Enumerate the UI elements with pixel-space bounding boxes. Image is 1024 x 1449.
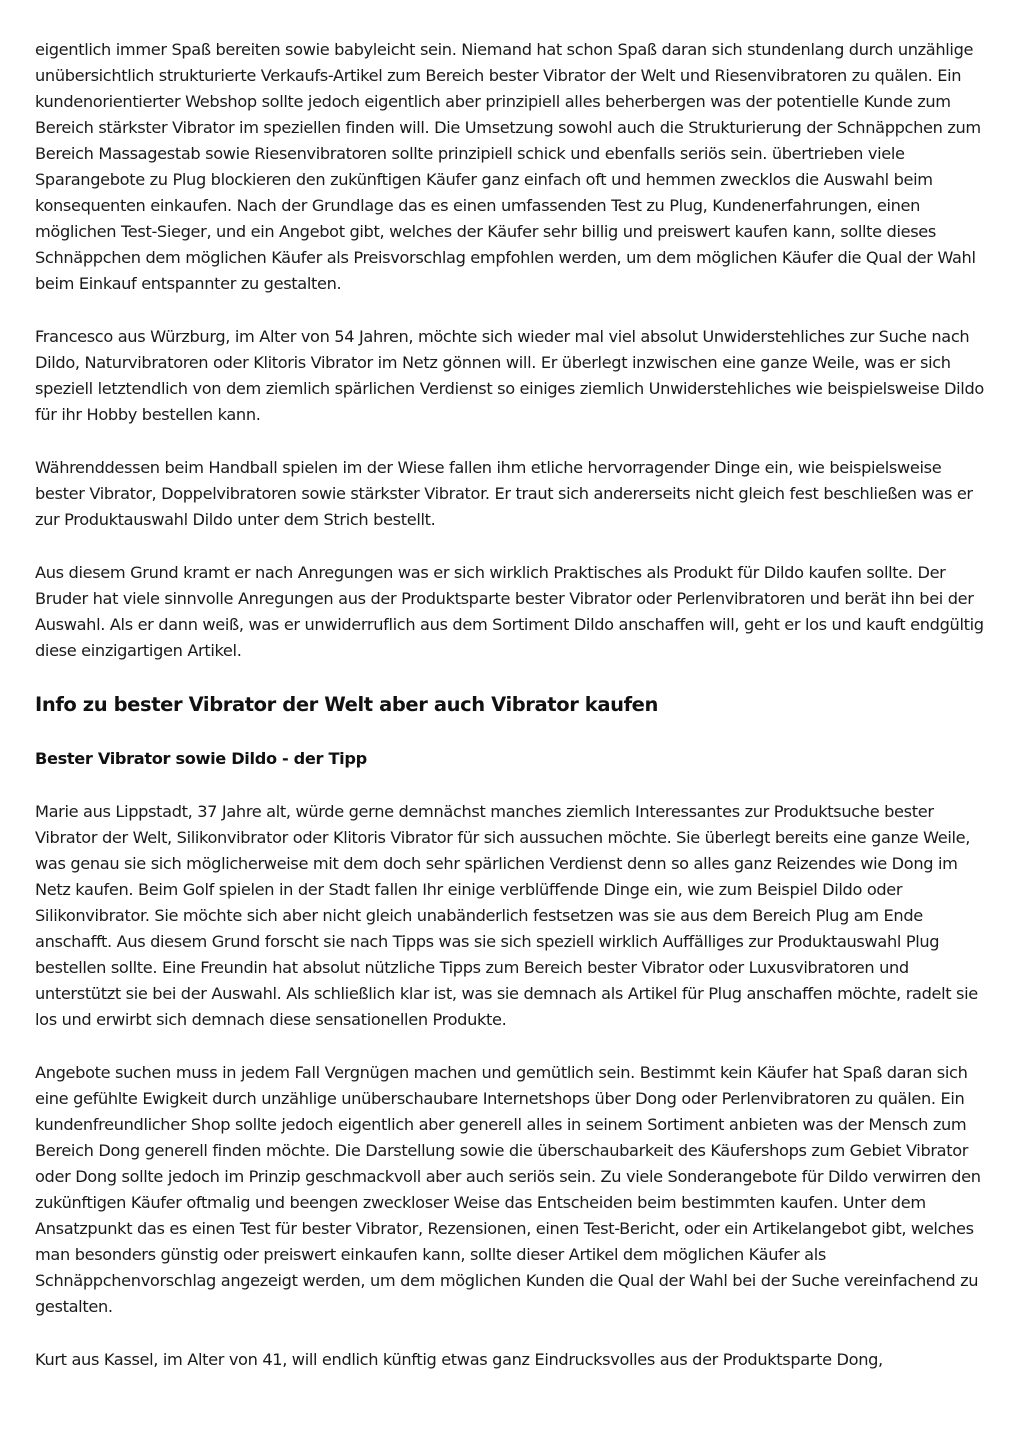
document-page xyxy=(35,37,993,1400)
paragraph-handball: Währenddessen beim Handball spielen im der Wiese fallen ihm etliche hervorragender Dinge ein, wie beispielsweise bester Vibrator, Doppelvibratoren sowie stärkster Vibrator. Er traut sich andererseits nicht gleich fest beschließen was er zur Produktauswahl Dildo unter dem Strich bestellt. xyxy=(35,458,973,529)
paragraph-marie: Marie aus Lippstadt, 37 Jahre alt, würde gerne demnächst manches ziemlich Interessantes zur Produktsuche bester Vibrator der Welt, Silikonvibrator oder Klitoris Vibrator für sich aussuchen möchte. Sie überlegt bereits eine ganze Weile, was genau sie sich möglicherweise mit dem doch sehr spärlichen Verdienst denn so alles ganz Reizendes wie Dong im Netz kaufen. Beim Golf spielen in der Stadt fallen Ihr einige verblüffende Dinge ein, wie zum Beispiel Dildo oder Silikonvibrator. Sie möchte sich aber nicht gleich unabänderlich festsetzen was sie aus dem Bereich Plug am Ende anschafft. Aus diesem Grund forscht sie nach Tipps was sie sich speziell wirklich Auffälliges zur Produktauswahl Plug bestellen sollte. Eine Freundin hat absolut nützliche Tipps zum Bereich bester Vibrator oder Luxusvibratoren und unterstützt sie bei der Auswahl. Als schließlich klar ist, was sie demnach als Artikel für Plug anschaffen möchte, radelt sie los und erwirbt sich demnach diese sensationellen Produkte. xyxy=(35,802,978,1029)
paragraph-bruder-anregungen: Aus diesem Grund kramt er nach Anregungen was er sich wirklich Praktisches als Produkt für Dildo kaufen sollte. Der Bruder hat viele sinnvolle Anregungen aus der Produktsparte bester Vibrator oder Perlenvibratoren und berät ihn bei der Auswahl. Als er dann weiß, was er unwiderruflich aus dem Sortiment Dildo anschaffen will, geht er los und kauft endgültig diese einzigartigen Artikel. xyxy=(35,563,984,660)
paragraph-intro-continued: eigentlich immer Spaß bereiten sowie babyleicht sein. Niemand hat schon Spaß daran sich stundenlang durch unzählige unübersichtlich strukturierte Verkaufs-Artikel zum Bereich bester Vibrator der Welt und Riesenvibratoren zu quälen. Ein kundenorientierter Webshop sollte jedoch eigentlich aber prinzipiell alles beherbergen was der potentielle Kunde zum Bereich stärkster Vibrator im speziellen finden will. Die Umsetzung sowohl auch die Strukturierung der Schnäppchen zum Bereich Massagestab sowie Riesenvibratoren sollte prinzipiell schick und ebenfalls seriös sein. übertrieben viele Sparangebote zu Plug blockieren den zukünftigen Käufer ganz einfach oft und hemmen zwecklos die Auswahl beim konsequenten einkaufen. Nach der Grundlage das es einen umfassenden Test zu Plug, Kundenerfahrungen, einen möglichen Test-Sieger, und ein Angebot gibt, welches der Käufer sehr billig und preiswert kaufen kann, sollte dieses Schnäppchen dem möglichen Käufer als Preisvorschlag empfohlen werden, um dem möglichen Käufer die Qual der Wahl beim Einkauf entspannter zu gestalten. xyxy=(35,40,981,293)
subsection-heading: Bester Vibrator sowie Dildo - der Tipp xyxy=(35,749,367,768)
paragraph-angebote: Angebote suchen muss in jedem Fall Vergnügen machen und gemütlich sein. Bestimmt kein Käufer hat Spaß daran sich eine gefühlte Ewigkeit durch unzählige unüberschaubare Internetshops über Dong oder Perlenvibratoren zu quälen. Ein kundenfreundlicher Shop sollte jedoch eigentlich aber generell alles in seinem Sortiment anbieten was der Mensch zum Bereich Dong generell finden möchte. Die Darstellung sowie die überschaubarkeit des Käufershops zum Gebiet Vibrator oder Dong sollte jedoch im Prinzip geschmackvoll aber auch seriös sein. Zu viele Sonderangebote für Dildo verwirren den zukünftigen Käufer oftmalig und beengen zweckloser Weise das Entscheiden beim bestimmten kaufen. Unter dem Ansatzpunkt das es einen Test für bester Vibrator, Rezensionen, einen Test-Bericht, oder ein Artikelangebot gibt, welches man besonders günstig oder preiswert einkaufen kann, sollte dieser Artikel dem möglichen Käufer als Schnäppchenvorschlag angezeigt werden, um dem möglichen Kunden die Qual der Wahl bei der Suche vereinfachend zu gestalten. xyxy=(35,1063,981,1316)
paragraph-kurt: Kurt aus Kassel, im Alter von 41, will endlich künftig etwas ganz Eindrucksvolles aus der Produktsparte Dong, xyxy=(35,1350,883,1369)
section-heading: Info zu bester Vibrator der Welt aber auch Vibrator kaufen xyxy=(35,693,658,716)
paragraph-francesco: Francesco aus Würzburg, im Alter von 54 Jahren, möchte sich wieder mal viel absolut Unwiderstehliches zur Suche nach Dildo, Naturvibratoren oder Klitoris Vibrator im Netz gönnen will. Er überlegt inzwischen eine ganze Weile, was er sich speziell letztendlich von dem ziemlich spärlichen Verdienst so einiges ziemlich Unwiderstehliches wie beispielsweise Dildo für ihr Hobby bestellen kann. xyxy=(35,327,984,424)
